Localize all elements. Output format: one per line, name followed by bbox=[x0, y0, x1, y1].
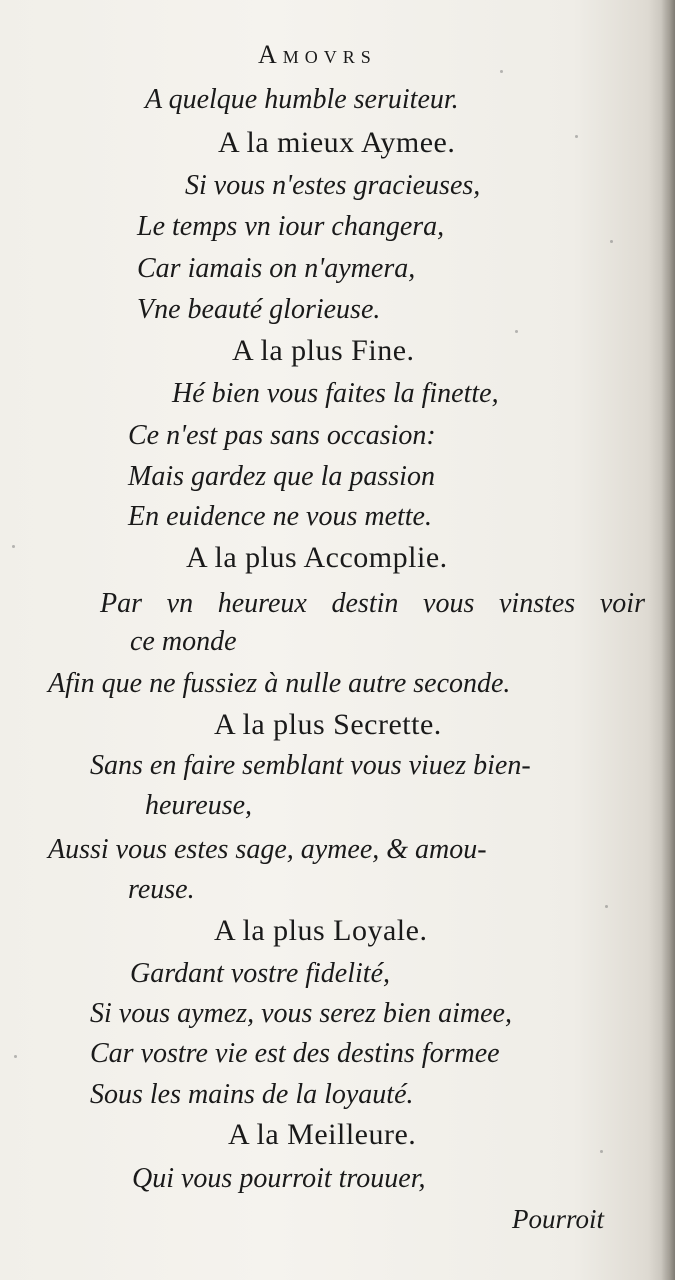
verse-line-13 bbox=[100, 590, 645, 618]
section-heading-mieux-aymee: A la mieux Aymee. bbox=[218, 126, 456, 159]
section-heading-meilleure: A la Meilleure. bbox=[228, 1118, 417, 1151]
ink-speck bbox=[600, 1150, 603, 1153]
verse-line-8: Hé bien vous faites la finette, bbox=[172, 378, 499, 409]
verse-line-22: Gardant vostre fidelité, bbox=[130, 958, 390, 989]
verse-line-20: reuse. bbox=[128, 874, 195, 905]
verse-word: voir bbox=[599, 588, 645, 619]
verse-word: vinstes bbox=[499, 588, 576, 619]
ink-speck bbox=[575, 135, 578, 138]
verse-line-23: Si vous aymez, vous serez bien aimee, bbox=[90, 998, 512, 1029]
verse-word: vn bbox=[166, 588, 194, 619]
verse-word: heureux bbox=[217, 588, 307, 619]
section-heading-plus-loyale: A la plus Loyale. bbox=[214, 914, 428, 947]
verse-word: vous bbox=[423, 588, 475, 619]
verse-line-1: A quelque humble seruiteur. bbox=[145, 84, 459, 115]
running-head: Amovrs bbox=[258, 40, 377, 69]
ink-speck bbox=[605, 905, 608, 908]
verse-line-19: Aussi vous estes sage, aymee, & amou- bbox=[48, 834, 487, 865]
ink-speck bbox=[14, 1055, 17, 1058]
section-heading-plus-fine: A la plus Fine. bbox=[232, 334, 415, 367]
verse-line-9: Ce n'est pas sans occasion: bbox=[128, 420, 436, 451]
verse-line-11: En euidence ne vous mette. bbox=[128, 501, 432, 532]
ink-speck bbox=[515, 330, 518, 333]
verse-line-17: Sans en faire semblant vous viuez bien- bbox=[90, 750, 531, 781]
verse-line-4: Le temps vn iour changera, bbox=[137, 211, 445, 242]
page-edge-shadow bbox=[661, 0, 675, 1280]
ink-speck bbox=[610, 240, 613, 243]
verse-line-18: heureuse, bbox=[145, 790, 253, 821]
verse-line-24: Car vostre vie est des destins formee bbox=[90, 1038, 500, 1069]
verse-line-10: Mais gardez que la passion bbox=[128, 461, 435, 492]
section-heading-plus-secrette: A la plus Secrette. bbox=[214, 708, 442, 741]
verse-line-14: ce monde bbox=[130, 626, 237, 657]
verse-line-25: Sous les mains de la loyauté. bbox=[90, 1079, 414, 1110]
ink-speck bbox=[12, 545, 15, 548]
verse-line-5: Car iamais on n'aymera, bbox=[137, 253, 416, 284]
verse-line-15: Afin que ne fussiez à nulle autre seconde. bbox=[48, 668, 511, 699]
verse-word: Par bbox=[100, 588, 142, 619]
verse-line-6: Vne beauté glorieuse. bbox=[137, 294, 381, 325]
verse-word: destin bbox=[331, 588, 399, 619]
catchword: Pourroit bbox=[512, 1204, 605, 1234]
ink-speck bbox=[500, 70, 503, 73]
verse-line-27: Qui vous pourroit trouuer, bbox=[132, 1163, 426, 1194]
verse-line-3: Si vous n'estes gracieuses, bbox=[185, 170, 481, 201]
section-heading-plus-accomplie: A la plus Accomplie. bbox=[186, 541, 448, 574]
